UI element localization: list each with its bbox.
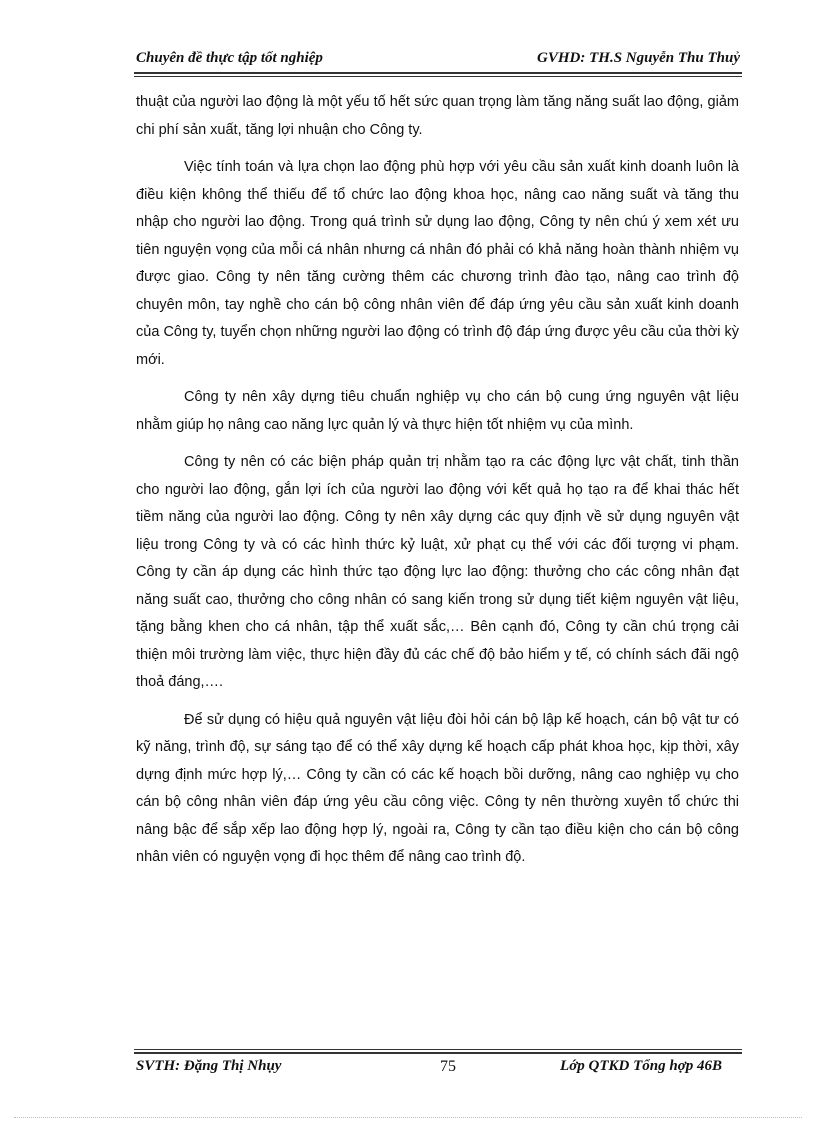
page-footer [134,1056,742,1080]
header-rule-thin [134,76,742,77]
paragraph-2: Việc tính toán và lựa chọn lao động phù hợp với yêu cầu sản xuất kinh doanh luôn là điều kiện không thể thiếu để tổ chức lao động khoa học, nâng cao năng suất và tăng thu nhập cho người lao động. Trong quá trình sử dụng lao động, Công ty nên chú ý xem xét ưu tiên nguyện vọng của mỗi cá nhân nhưng cá nhân đó phải có khả năng hoàn thành nhiệm vụ được giao. Công ty nên tăng cường thêm các chương trình đào tạo, nâng cao trình độ chuyên môn, tay nghề cho cán bộ công nhân viên để đáp ứng yêu cầu sản xuất kinh doanh của Công ty, tuyển chọn những người lao động có trình độ đáp ứng được yêu cầu của thời kỳ mới. [136,159,739,368]
document-body [136,89,739,882]
footer-rule-thin [134,1049,742,1050]
header-supervisor: GVHD: TH.S Nguyễn Thu Thuỷ [537,50,740,66]
page-bottom-border [14,1117,802,1118]
header-document-title: Chuyên đề thực tập tốt nghiệp [136,50,323,66]
header-rule-thick [134,72,742,74]
footer-rule-thick [134,1052,742,1054]
paragraph-1: thuật của người lao động là một yếu tố hết sức quan trọng làm tăng năng suất lao động, giảm chi phí sản xuất, tăng lợi nhuận cho Công ty. [136,94,739,138]
paragraph-3: Công ty nên xây dựng tiêu chuẩn nghiệp vụ cho cán bộ cung ứng nguyên vật liệu nhằm giúp họ nâng cao năng lực quản lý và thực hiện tốt nhiệm vụ của mình. [136,389,739,433]
paragraph-5: Để sử dụng có hiệu quả nguyên vật liệu đòi hỏi cán bộ lập kế hoạch, cán bộ vật tư có kỹ năng, trình độ, sự sáng tạo để có thể xây dựng kế hoạch cấp phát khoa học, kịp thời, xây dựng định mức hợp lý,… Công ty cần có các kế hoạch bồi dưỡng, nâng cao nghiệp vụ cho cán bộ công nhân viên đáp ứng yêu cầu công việc. Công ty nên thường xuyên tổ chức thi nâng bậc để sắp xếp lao động hợp lý, ngoài ra, Công ty cần tạo điều kiện cho cán bộ công nhân viên có nguyện vọng đi học thêm để nâng cao trình độ. [136,711,739,865]
page-number: 75 [440,1058,456,1075]
page-header [134,47,742,73]
footer-class: Lớp QTKD Tổng hợp 46B [560,1058,722,1074]
paragraph-4: Công ty nên có các biện pháp quản trị nhằm tạo ra các động lực vật chất, tinh thần cho người lao động, gắn lợi ích của người lao động với kết quả họ tạo ra để khai thác hết tiềm năng của người lao động. Công ty nên xây dựng các quy định về sử dụng nguyên vật liệu trong Công ty và có các hình thức kỷ luật, xử phạt cụ thể với các đối tượng vi phạm. Công ty cần áp dụng các hình thức tạo động lực lao động: thưởng cho các công nhân đạt năng suất cao, thưởng cho công nhân có sang kiến trong sử dụng tiết kiệm nguyên vật liệu, tặng bằng khen cho cá nhân, tập thể xuất sắc,… Bên cạnh đó, Công ty cần chú trọng cải thiện môi trường làm việc, thực hiện đầy đủ các chế độ bảo hiểm y tế, có chính sách đãi ngộ thoả đáng,…. [136,454,739,690]
footer-student: SVTH: Đặng Thị Nhụy [136,1058,282,1074]
